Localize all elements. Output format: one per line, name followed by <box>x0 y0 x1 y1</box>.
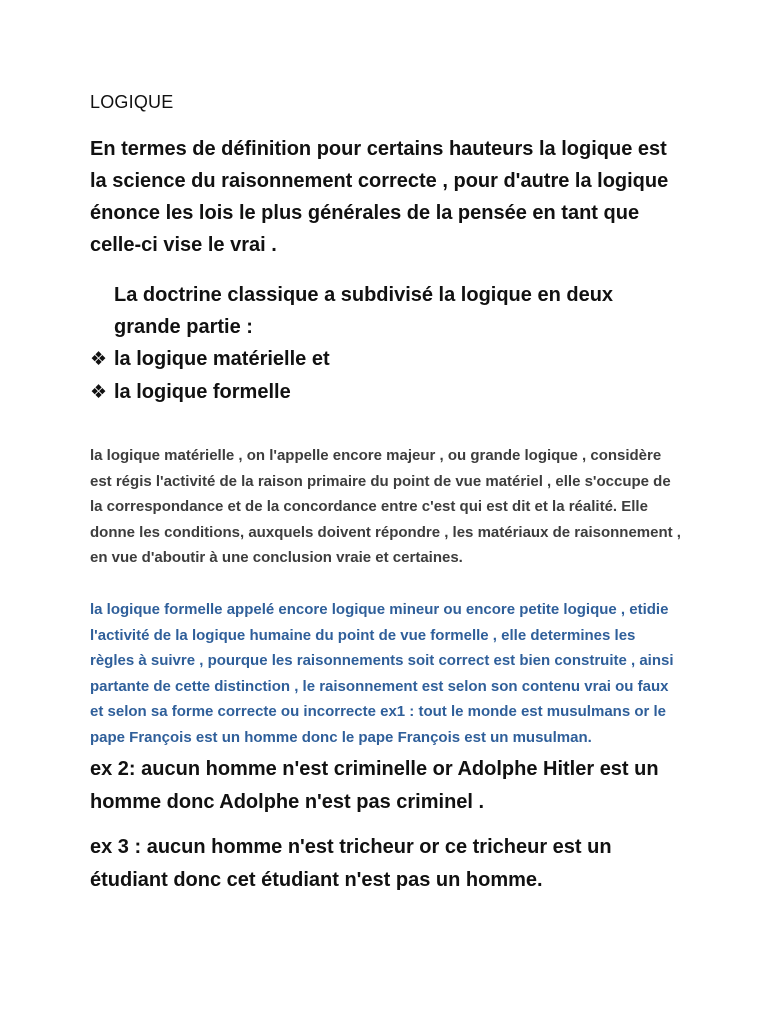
intro-paragraph: En termes de définition pour certains hauteurs la logique est la science du raisonnement correcte , pour d'autre la logique énonce les lois le plus générales de la pensée en tant que celle-ci vise le vrai . <box>90 138 669 256</box>
example-3-paragraph: ex 3 : aucun homme n'est tricheur or ce tricheur est un étudiant donc cet étudiant n'est pas un homme. <box>90 835 612 891</box>
logique-materielle-paragraph: la logique matérielle , on l'appelle encore majeur , ou grande logique , considère est régis l'activité de la raison primaire du point de vue matériel , elle s'occupe de la correspondance et de la concordance entre c'est qui est dit et la réalité. Elle donne les conditions, auxquels doivent répondre , les matériaux de raisonnement , en vue d'aboutir à une conclusion vraie et certaines. <box>90 447 681 567</box>
list-item-label: la logique formelle <box>114 381 291 403</box>
list-item <box>90 376 682 409</box>
list-item <box>90 343 682 376</box>
diamond-bullet-icon: ❖ <box>90 349 108 370</box>
doctrine-paragraph: La doctrine classique a subdivisé la logique en deux grande partie : <box>114 284 614 338</box>
logic-types-list <box>90 343 682 409</box>
document-title: LOGIQUE <box>90 92 174 112</box>
list-item-label: la logique matérielle et <box>114 348 330 370</box>
logique-formelle-paragraph: la logique formelle appelé encore logique mineur ou encore petite logique , etidie l'activité de la logique humaine du point de vue formelle , elle determines les règles à suivre , pourque les raisonnements soit correct est bien construite , ainsi partante de cette distinction , le raisonnement est selon son contenu vrai ou faux et selon sa forme correcte ou incorrecte ex1 : tout le monde est musulmans or le pape François est un homme donc le pape François est un musulman. <box>90 600 674 746</box>
example-2-paragraph: ex 2: aucun homme n'est criminelle or Adolphe Hitler est un homme donc Adolphe n'est pas criminel . <box>90 757 659 813</box>
diamond-bullet-icon: ❖ <box>90 382 108 403</box>
